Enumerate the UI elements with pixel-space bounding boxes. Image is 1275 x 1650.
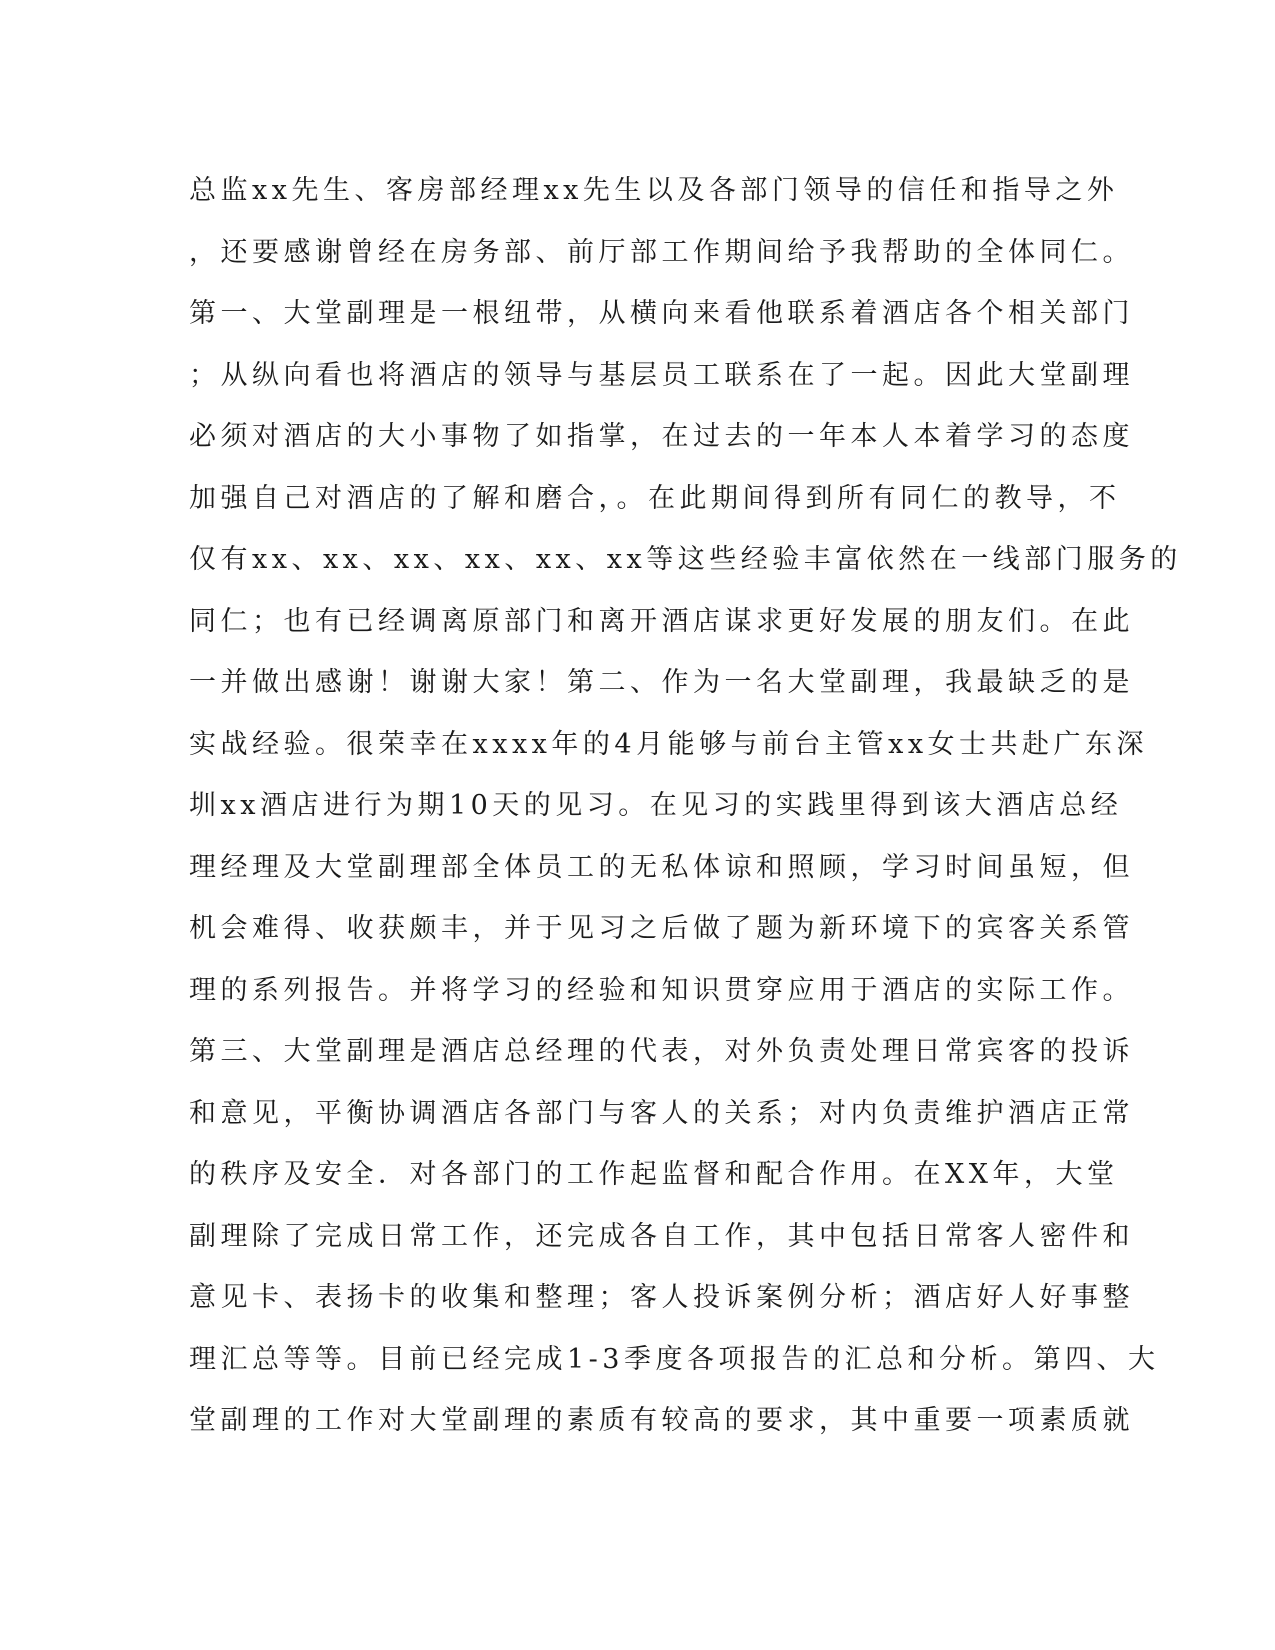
text-line: 的秩序及安全．对各部门的工作起监督和配合作用。在XX年，大堂 [189,1159,1119,1190]
text-line: 必须对酒店的大小事物了如指掌，在过去的一年本人本着学习的态度 [189,421,1134,452]
text-line: ，还要感谢曾经在房务部、前厅部工作期间给予我帮助的全体同仁。 [189,236,1134,268]
text-line: 理经理及大堂副理部全体员工的无私体谅和照顾，学习时间虽短，但 [189,851,1134,883]
text-line: 堂副理的工作对大堂副理的素质有较高的要求，其中重要一项素质就 [189,1405,1134,1436]
text-line: 一并做出感谢！谢谢大家！第二、作为一名大堂副理，我最缺乏的是 [189,667,1134,698]
text-line: 意见卡、表扬卡的收集和整理；客人投诉案例分析；酒店好人好事整 [189,1282,1134,1313]
text-line: 理的系列报告。并将学习的经验和知识贯穿应用于酒店的实际工作。 [189,974,1134,1006]
text-line: 第一、大堂副理是一根纽带，从横向来看他联系着酒店各个相关部门 [189,298,1134,329]
text-line: 和意见，平衡协调酒店各部门与客人的关系；对内负责维护酒店正常 [189,1097,1134,1129]
text-line: 同仁；也有已经调离原部门和离开酒店谋求更好发展的朋友们。在此 [189,605,1134,637]
text-line: 加强自己对酒店的了解和磨合，。在此期间得到所有同仁的教导，不 [189,482,1121,514]
body-text [189,160,1182,1452]
text-line: 实战经验。很荣幸在xxxx年的4月能够与前台主管xx女士共赴广东深 [189,728,1149,760]
text-line: 仅有xx、xx、xx、xx、xx、xx等这些经验丰富依然在一线部门服务的 [189,544,1182,575]
text-line: ；从纵向看也将酒店的领导与基层员工联系在了一起。因此大堂副理 [189,359,1134,391]
text-line: 圳xx酒店进行为期10天的见习。在见习的实践里得到该大酒店总经 [189,790,1123,821]
text-line: 机会难得、收获颇丰，并于见习之后做了题为新环境下的宾客关系管 [189,913,1134,944]
text-line: 理汇总等等。目前已经完成1-3季度各项报告的汇总和分析。第四、大 [189,1343,1160,1375]
text-line: 第三、大堂副理是酒店总经理的代表，对外负责处理日常宾客的投诉 [189,1036,1134,1067]
text-line: 副理除了完成日常工作，还完成各自工作，其中包括日常客人密件和 [189,1220,1134,1252]
text-line: 总监xx先生、客房部经理xx先生以及各部门领导的信任和指导之外 [189,175,1119,206]
